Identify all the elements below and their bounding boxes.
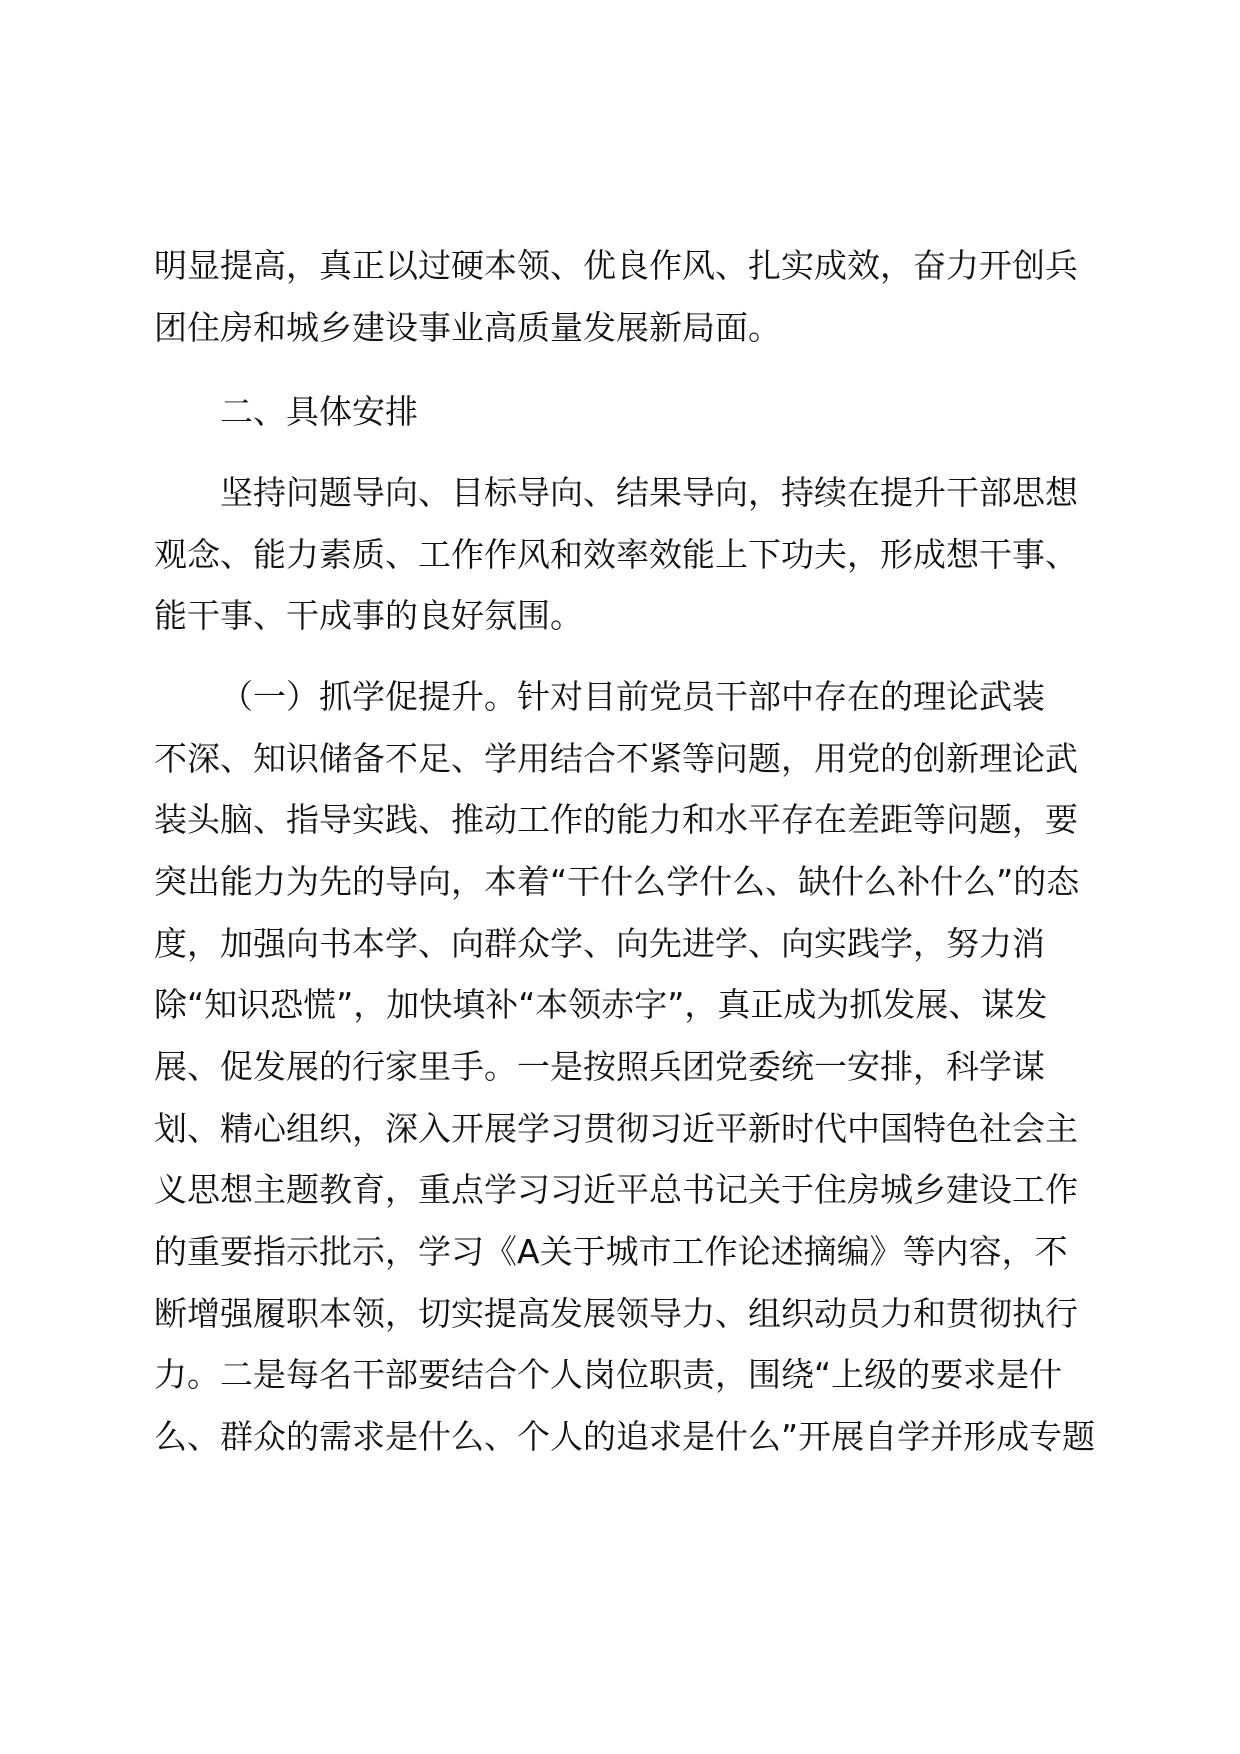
- body-text-line: 展、促发展的行家里手。一是按照兵团党委统一安排，科学谋: [154, 1047, 1045, 1086]
- body-text-line: 度，加强向书本学、向群众学、向先进学、向实践学，努力消: [154, 924, 1045, 963]
- body-text-line: 明显提高，真正以过硬本领、优良作风、扎实成效，奋力开创兵: [154, 246, 1078, 285]
- paragraph-first-line: 坚持问题导向、目标导向、结果导向，持续在提升干部思想: [220, 473, 1078, 512]
- body-text-line: 团住房和城乡建设事业高质量发展新局面。: [154, 308, 781, 347]
- body-text-line: 断增强履职本领，切实提高发展领导力、组织动员力和贯彻执行: [154, 1294, 1078, 1333]
- body-text-line: 义思想主题教育，重点学习习近平总书记关于住房城乡建设工作: [154, 1170, 1078, 1209]
- body-text-line: 能干事、干成事的良好氛围。: [154, 596, 583, 635]
- body-text-line: 装头脑、指导实践、推动工作的能力和水平存在差距等问题，要: [154, 800, 1078, 839]
- section-heading: 二、具体安排: [220, 392, 418, 431]
- body-text-line: 除“知识恐慌”，加快填补“本领赤字”，真正成为抓发展、谋发: [154, 985, 1048, 1024]
- subsection-heading-line: （一）抓学促提升。针对目前党员干部中存在的理论武装: [220, 677, 1045, 716]
- body-text-line: 突出能力为先的导向，本着“干什么学什么、缺什么补什么”的态: [154, 862, 1080, 901]
- body-text-line: 不深、知识储备不足、学用结合不紧等问题，用党的创新理论武: [154, 739, 1078, 778]
- body-text-line: 么、群众的需求是什么、个人的追求是什么”开展自学并形成专题: [154, 1417, 1096, 1456]
- body-text-line: 观念、能力素质、工作作风和效率效能上下功夫，形成想干事、: [154, 535, 1078, 574]
- body-text-line: 划、精心组织，深入开展学习贯彻习近平新时代中国特色社会主: [154, 1109, 1078, 1148]
- body-text-line: 力。二是每名干部要结合个人岗位职责，围绕“上级的要求是什: [154, 1355, 1063, 1394]
- body-text-line: 的重要指示批示，学习《A关于城市工作论述摘编》等内容，不: [154, 1232, 1068, 1271]
